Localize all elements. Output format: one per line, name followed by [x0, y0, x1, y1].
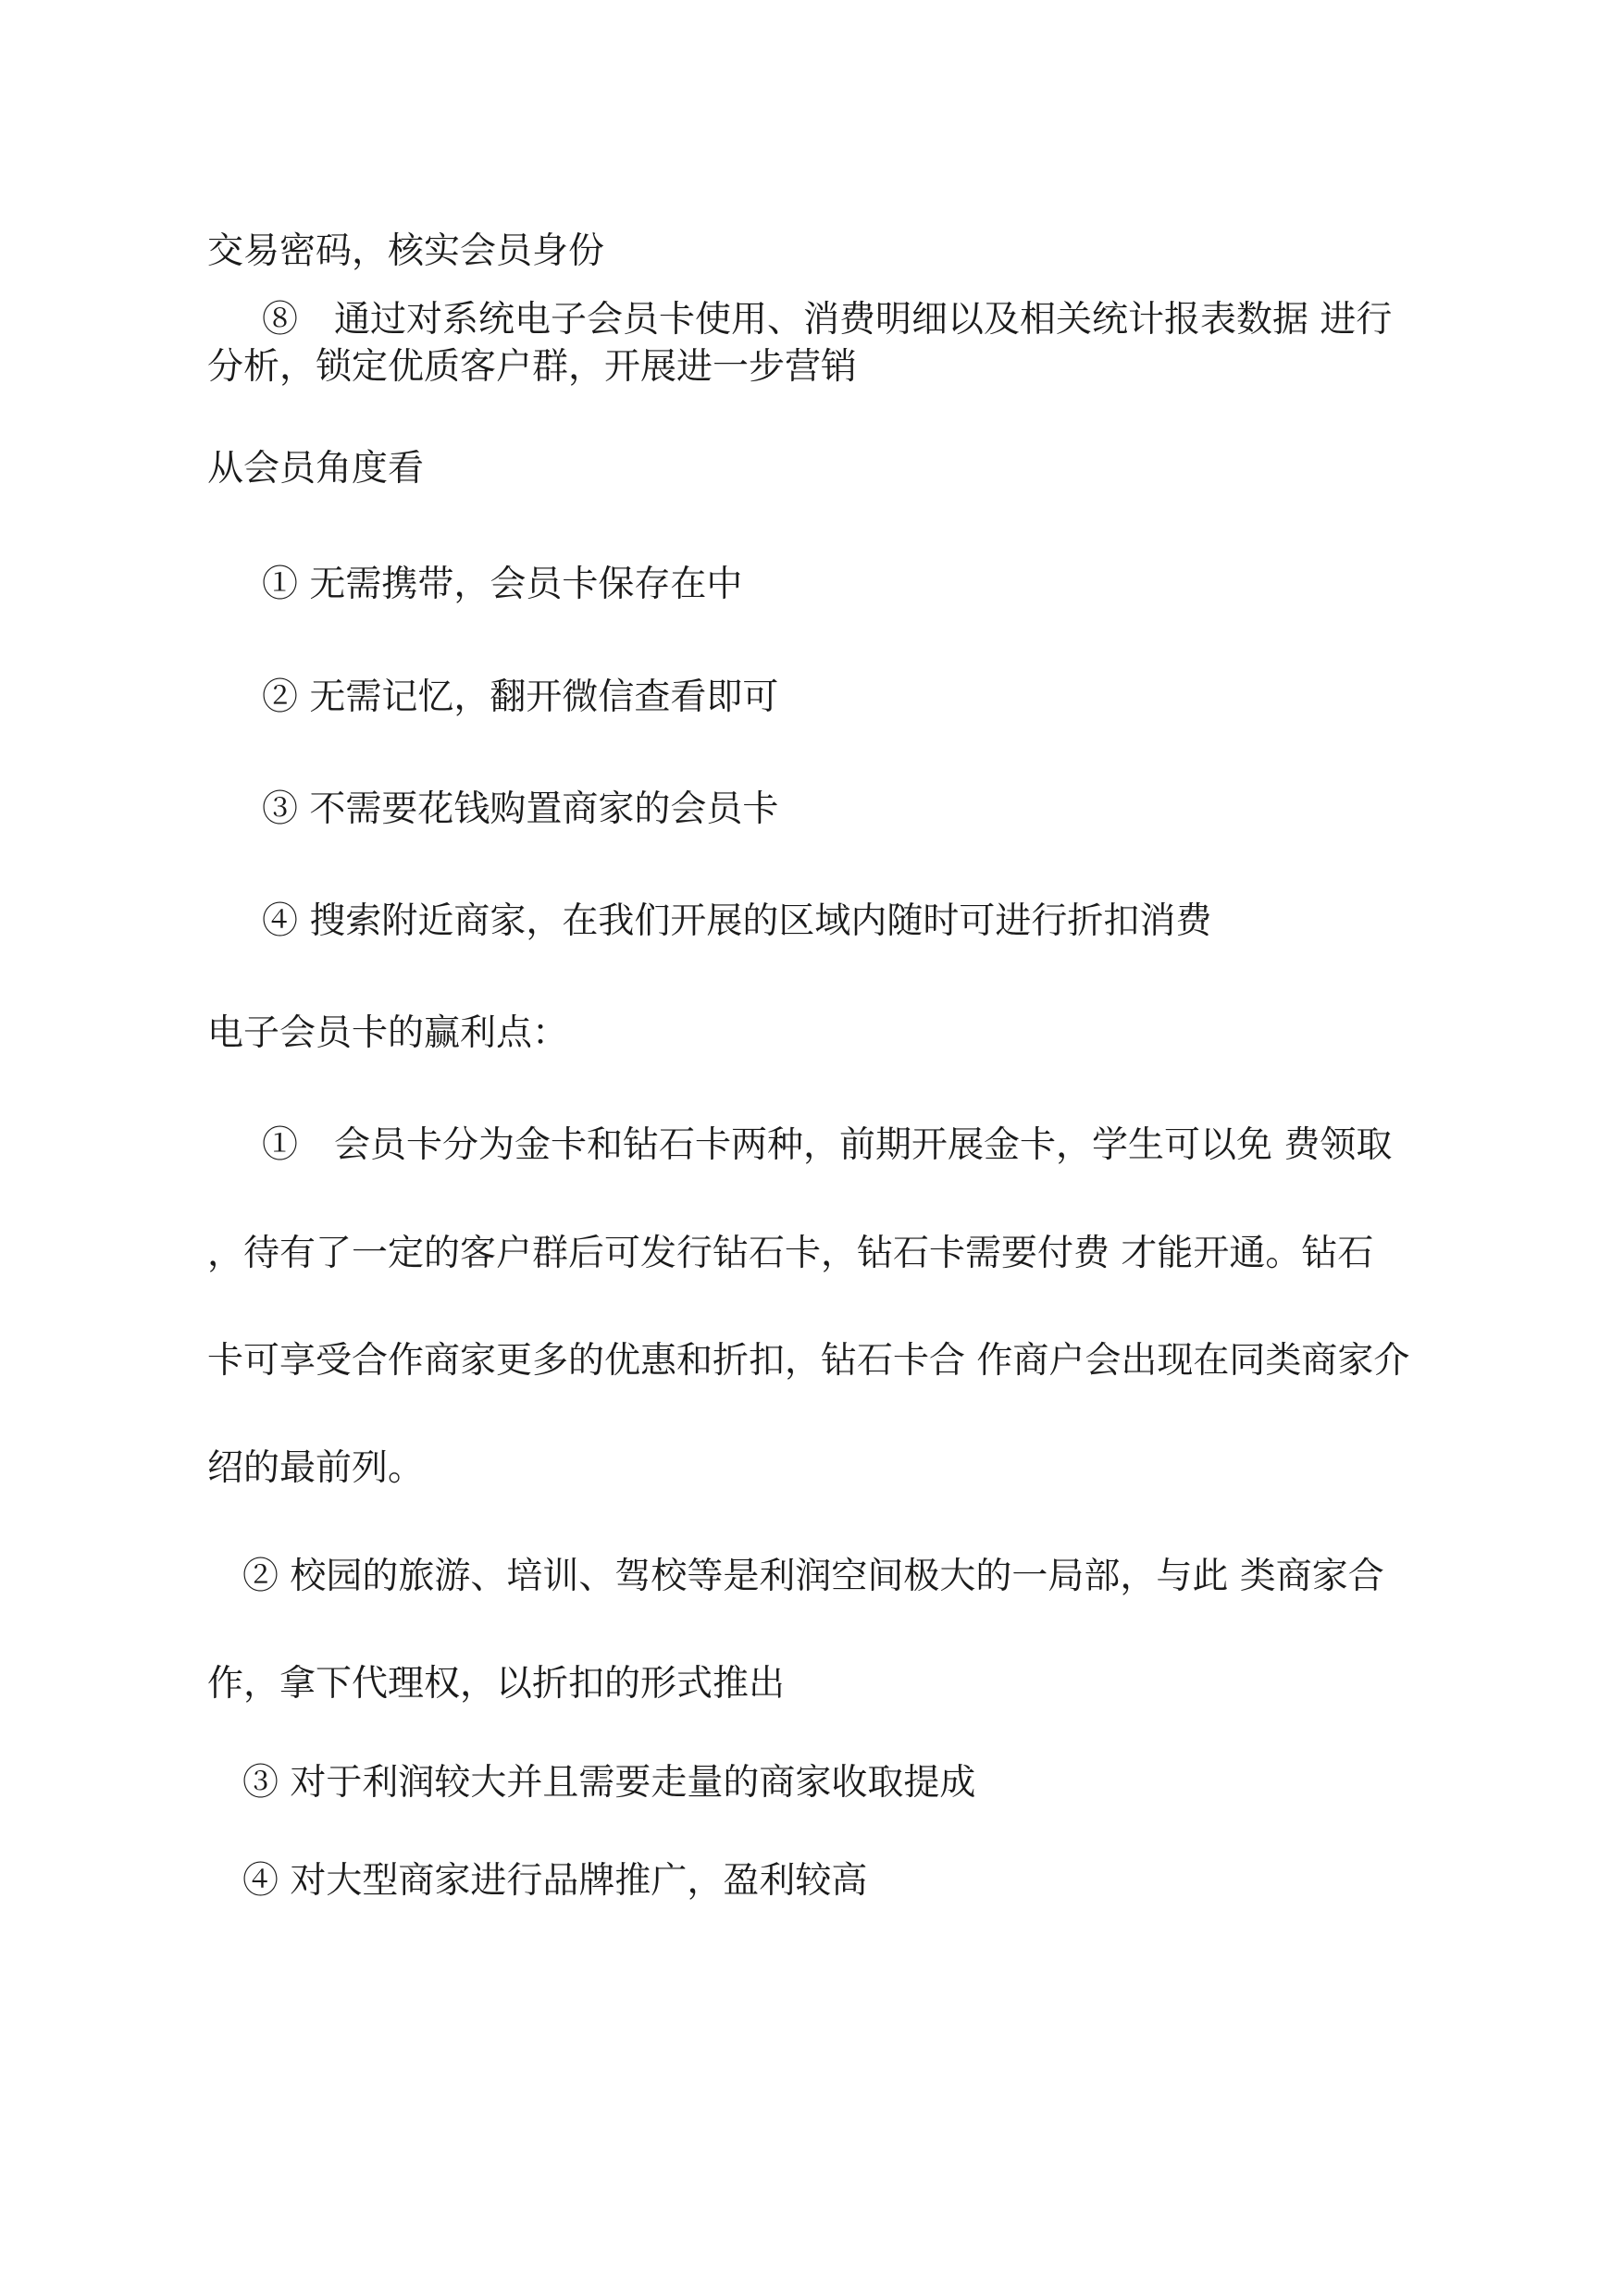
- paragraph-line: ，待有了一定的客户群后可发行钻石卡，钻石卡需要付费 才能开通。钻石: [207, 1233, 1374, 1274]
- list-item-3: ③ 不需要花钱购置商家的会员卡: [262, 788, 779, 830]
- list-item-1: ① 会员卡分为金卡和钻石卡两种，前期开展金卡，学生可以免 费领取: [262, 1124, 1393, 1166]
- paragraph-line: 作，拿下代理权，以折扣的形式推出: [207, 1663, 786, 1705]
- list-item-8: ⑧ 通过对系统电子会员卡使用、消费明细以及相关统计报表数据 进行: [262, 299, 1393, 341]
- section-heading-profit-points: 电子会员卡的赢利点：: [207, 1012, 569, 1054]
- list-item-2: ② 无需记忆，翻开微信查看即可: [262, 676, 779, 718]
- paragraph-line: 交易密码，核实会员身份: [207, 230, 605, 272]
- list-item-4: ④ 对大型商家进行品牌推广，盈利较高: [242, 1860, 868, 1902]
- list-item-2: ② 校园的旅游、培训、驾校等是利润空间极大的一局部，与此 类商家合: [242, 1556, 1384, 1597]
- list-item-1: ① 无需携带，会员卡保存在中: [262, 564, 743, 605]
- paragraph-line: 分析，锁定优质客户群，开展进一步营销: [207, 346, 858, 388]
- list-item-3: ③ 对于利润较大并且需要走量的商家收取提成: [242, 1762, 976, 1804]
- paragraph-line: 绍的最前列。: [207, 1447, 425, 1489]
- paragraph-line: 卡可享受合作商家更多的优惠和折扣，钻石卡合 作商户会出现在同类商家介: [207, 1340, 1410, 1382]
- list-item-4: ④ 搜索附近商家，在我们开展的区域内随时可进行折扣消费: [262, 900, 1212, 942]
- section-heading-member-perspective: 从会员角度看: [207, 448, 425, 490]
